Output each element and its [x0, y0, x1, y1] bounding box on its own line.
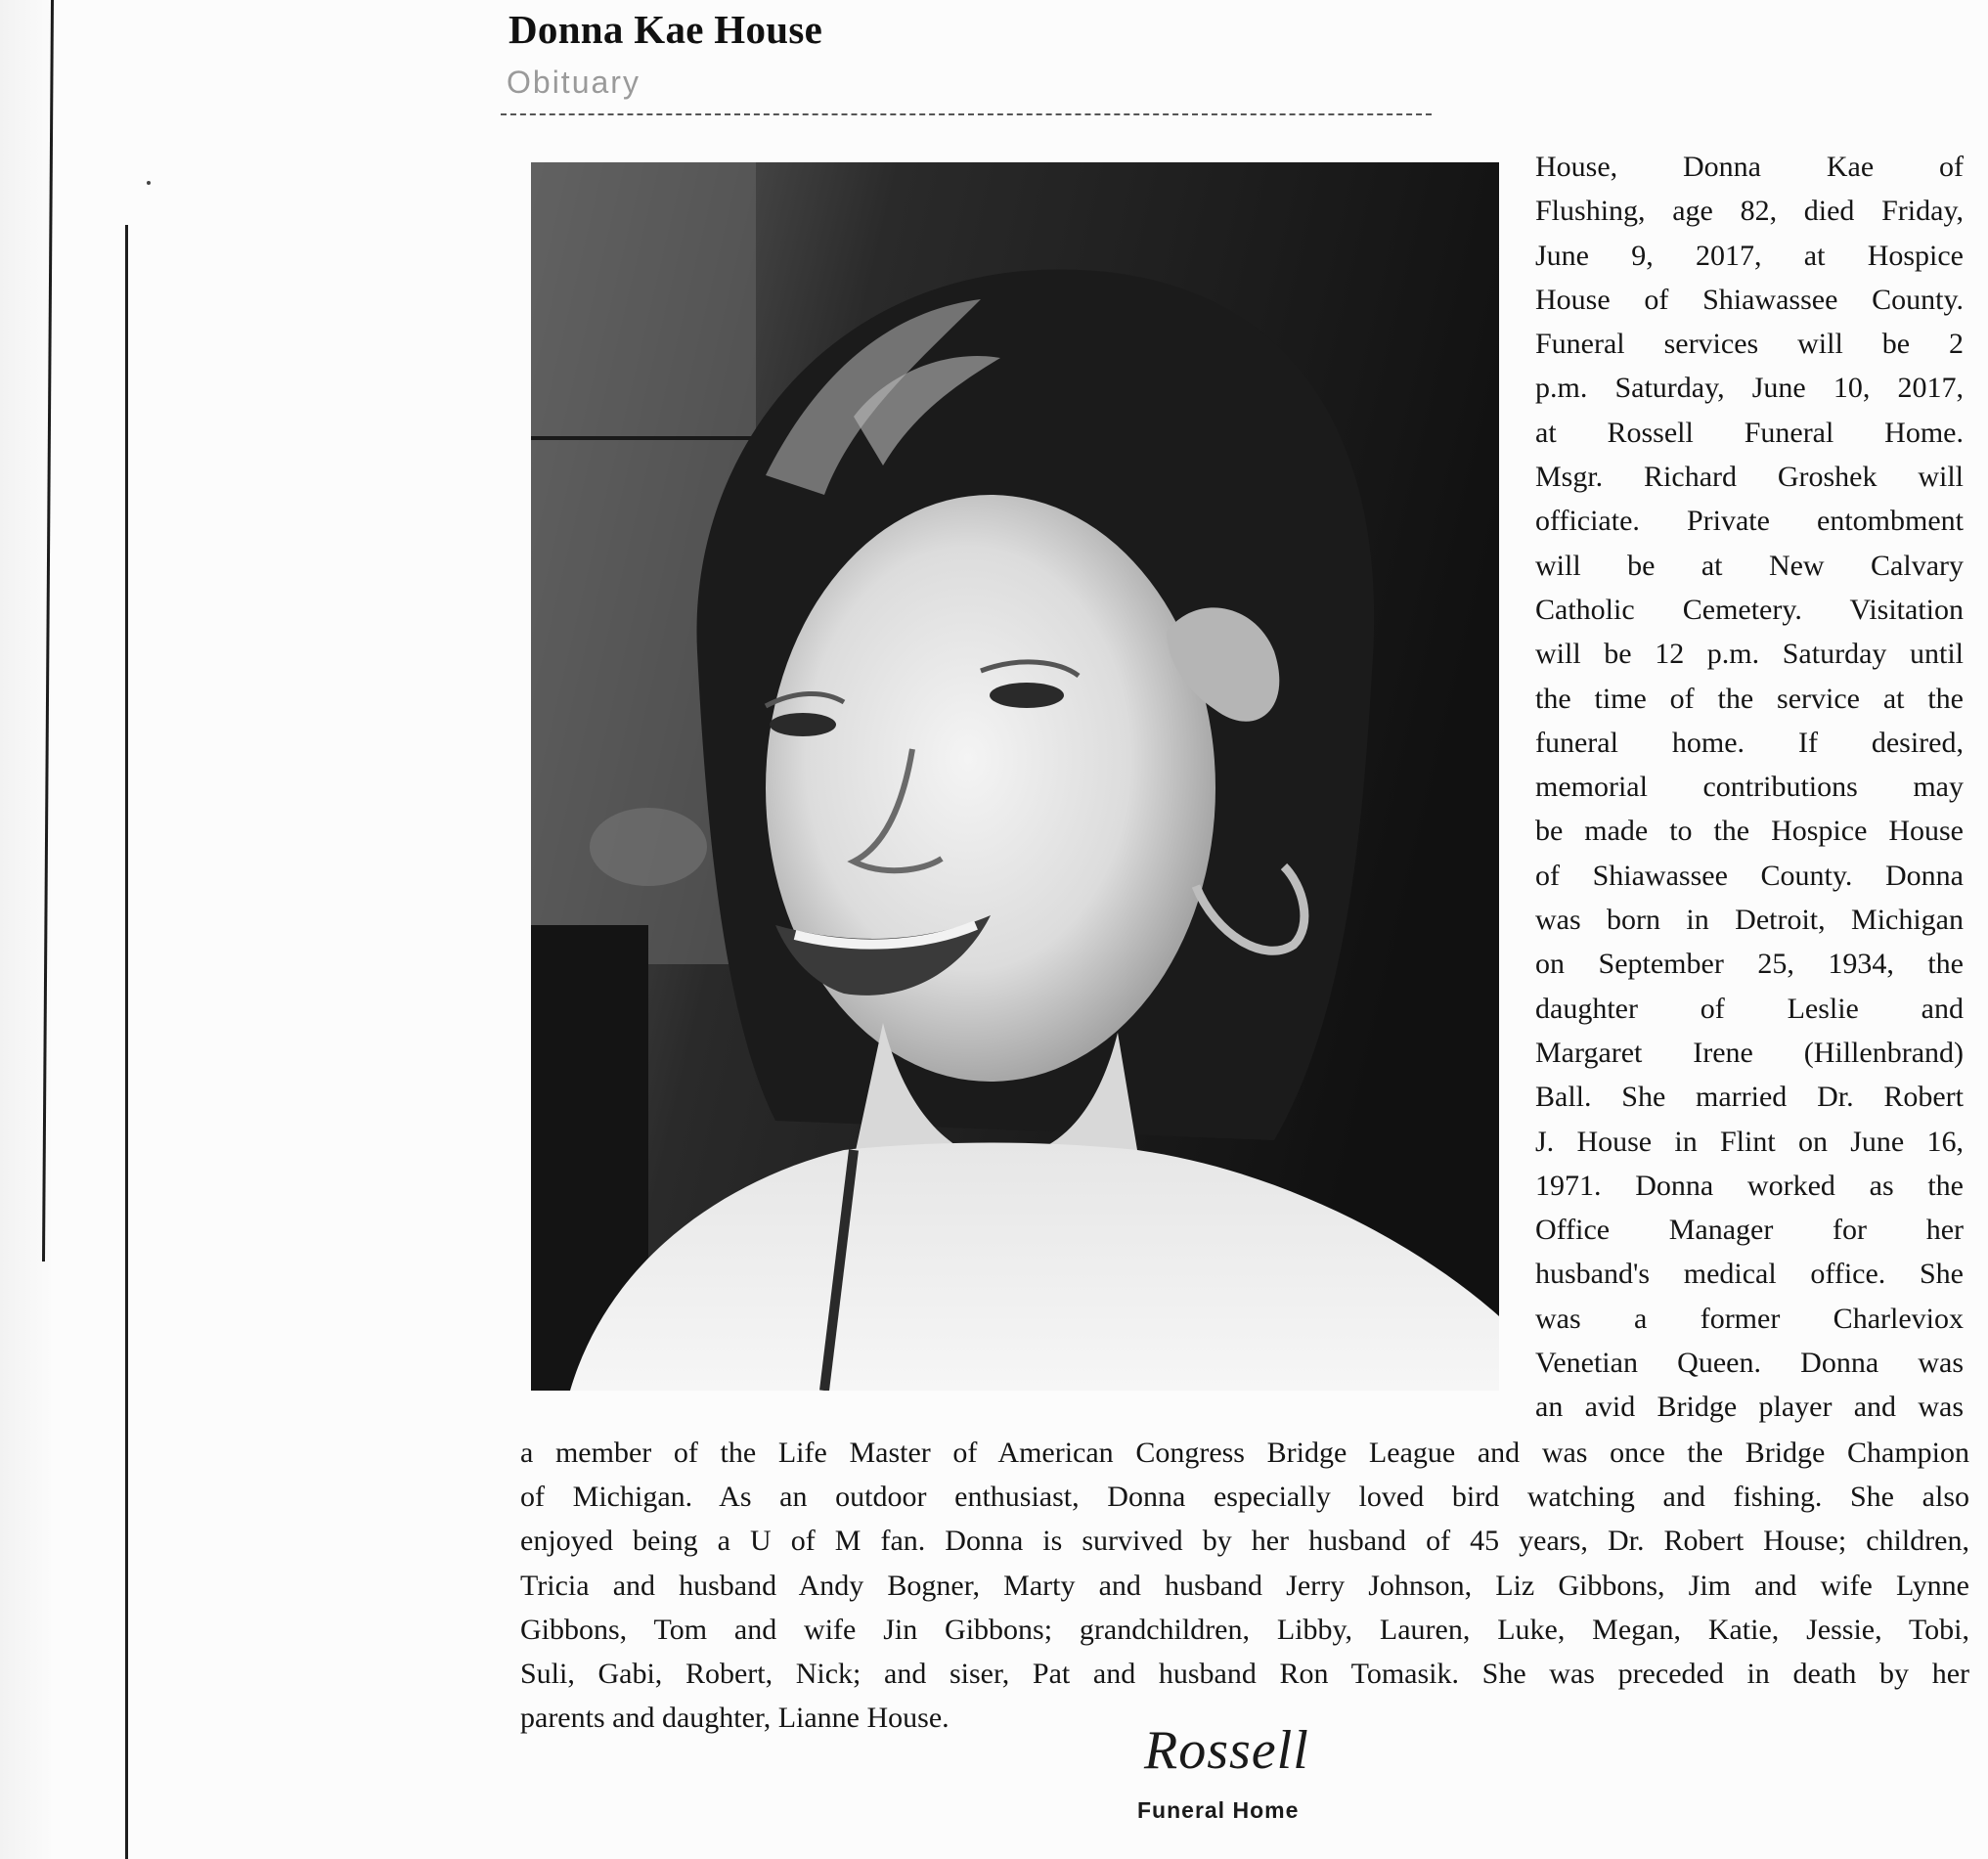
- header-divider: [501, 113, 1432, 115]
- text-line: Funeral services will be 2: [1535, 328, 1964, 361]
- text-line: husband's medical office. She: [1535, 1258, 1964, 1291]
- text-line: Office Manager for her: [1535, 1214, 1964, 1247]
- text-line: J. House in Flint on June 16,: [1535, 1125, 1964, 1158]
- scan-speck: [147, 181, 151, 185]
- text-line: June 9, 2017, at Hospice: [1535, 239, 1964, 272]
- text-line: was a former Charleviox: [1535, 1302, 1964, 1335]
- text-line: Ball. She married Dr. Robert: [1535, 1081, 1964, 1114]
- text-line: will be 12 p.m. Saturday until: [1535, 638, 1964, 671]
- text-line: p.m. Saturday, June 10, 2017,: [1535, 372, 1964, 405]
- text-line: parents and daughter, Lianne House.: [520, 1702, 950, 1735]
- text-line: on September 25, 1934, the: [1535, 948, 1964, 981]
- text-line: Suli, Gabi, Robert, Nick; and siser, Pat and husband Ron Tomasik. She was preceded in death by her: [520, 1657, 1969, 1690]
- text-line: Flushing, age 82, died Friday,: [1535, 195, 1964, 228]
- text-line: House, Donna Kae of: [1535, 151, 1964, 183]
- text-line: daughter of Leslie and: [1535, 992, 1964, 1025]
- text-line: Catholic Cemetery. Visitation: [1535, 593, 1964, 626]
- text-line: officiate. Private entombment: [1535, 505, 1964, 538]
- text-line: Margaret Irene (Hillenbrand): [1535, 1036, 1964, 1069]
- text-line: Tricia and husband Andy Bogner, Marty and husband Jerry Johnson, Liz Gibbons, Jim and wife Lynne: [520, 1569, 1969, 1602]
- obituary-column-text: [1535, 145, 1964, 1430]
- funeral-home-logo-script: Rossell: [1144, 1720, 1309, 1781]
- scan-edge-shadow: [0, 0, 51, 1859]
- funeral-home-logo-subtitle: Funeral Home: [1137, 1797, 1300, 1823]
- text-line: a member of the Life Master of American Congress Bridge League and was once the Bridge Champion: [520, 1437, 1969, 1469]
- obituary-title: Donna Kae House: [508, 7, 823, 52]
- text-line: memorial contributions may: [1535, 771, 1964, 804]
- obituary-subtitle: Obituary: [507, 65, 641, 100]
- portrait-photo-icon: [531, 162, 1499, 1391]
- text-line: enjoyed being a U of M fan. Donna is survived by her husband of 45 years, Dr. Robert House; children,: [520, 1525, 1969, 1558]
- text-line: Gibbons, Tom and wife Jin Gibbons; grandchildren, Libby, Lauren, Luke, Megan, Katie, Jessie, Tobi,: [520, 1613, 1969, 1646]
- text-line: of Michigan. As an outdoor enthusiast, Donna especially loved bird watching and fishing. She also: [520, 1481, 1969, 1514]
- text-line: of Shiawassee County. Donna: [1535, 859, 1964, 892]
- scan-edge-line: [125, 225, 128, 1859]
- text-line: 1971. Donna worked as the: [1535, 1169, 1964, 1202]
- text-line: Msgr. Richard Groshek will: [1535, 461, 1964, 494]
- text-line: will be at New Calvary: [1535, 549, 1964, 582]
- text-line: an avid Bridge player and was: [1535, 1391, 1964, 1424]
- text-line: the time of the service at the: [1535, 682, 1964, 715]
- text-line: House of Shiawassee County.: [1535, 283, 1964, 316]
- text-line: at Rossell Funeral Home.: [1535, 416, 1964, 449]
- portrait-photo: [531, 162, 1499, 1391]
- text-line: was born in Detroit, Michigan: [1535, 904, 1964, 937]
- text-line: Venetian Queen. Donna was: [1535, 1347, 1964, 1380]
- obituary-full-width-text: [520, 1431, 1969, 1740]
- text-line: funeral home. If desired,: [1535, 726, 1964, 759]
- text-line: be made to the Hospice House: [1535, 815, 1964, 848]
